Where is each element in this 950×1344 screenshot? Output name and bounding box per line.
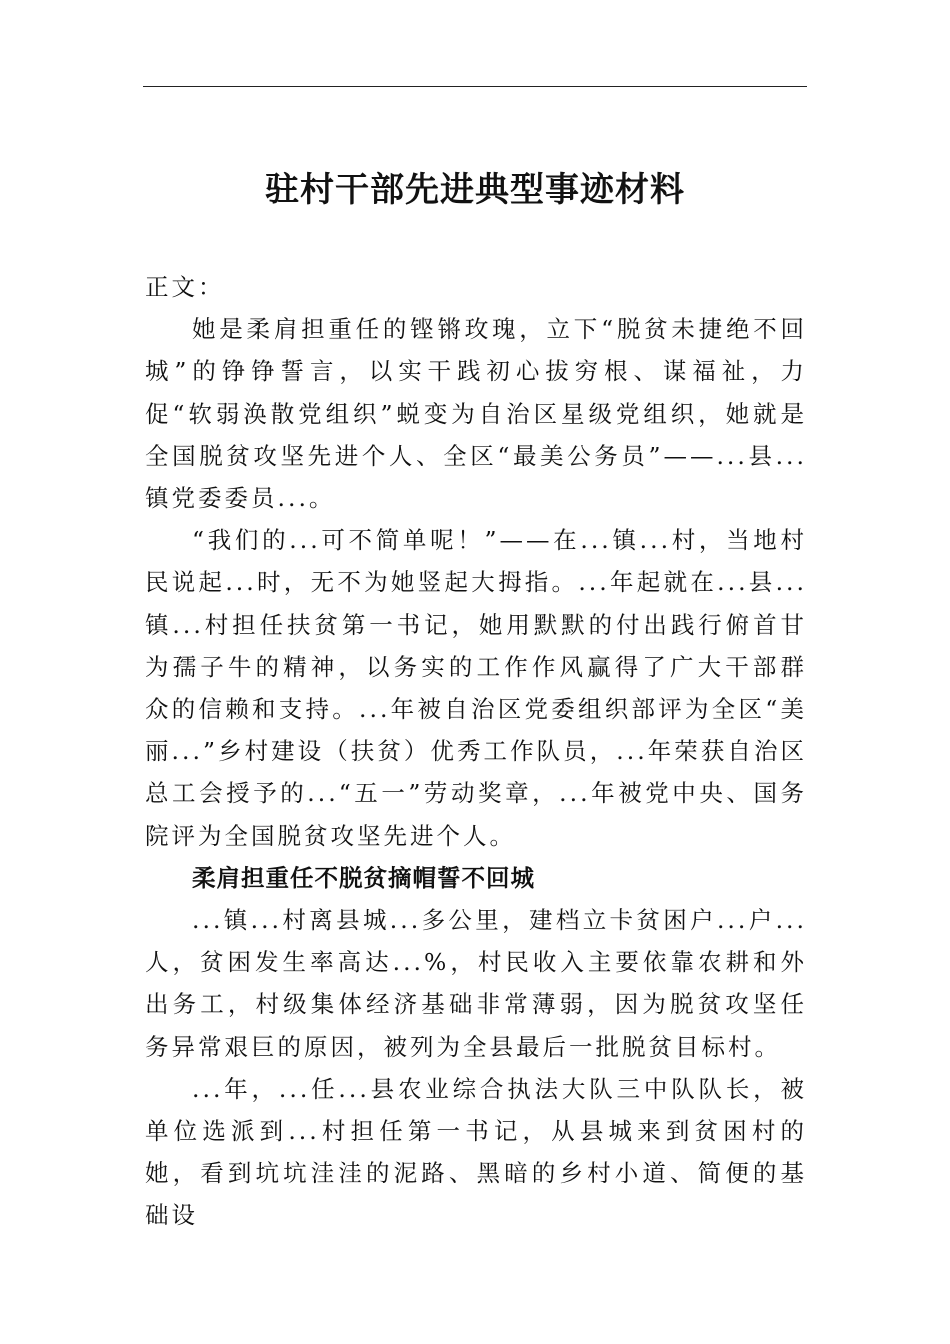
paragraph-village-info: ...镇...村离县城...多公里，建档立卡贫困户...户...人，贫困发生率高达...%，村民收入主要依靠农耕和外出务工，村级集体经济基础非常薄弱，因为脱贫攻坚任务异常艰巨的原因，被列为全县最后一批脱贫目标村。	[145, 906, 807, 1061]
document-title: 驻村干部先进典型事迹材料	[265, 170, 685, 210]
paragraph-assignment: ...年，...任...县农业综合执法大队三中队队长，被单位选派到...村担任第一书记，从县城来到贫困村的她，看到坑坑洼洼的泥路、黑暗的乡村小道、简便的基础设	[145, 1074, 807, 1230]
header-rule	[143, 86, 807, 87]
section-heading: 柔肩担重任不脱贫摘帽誓不回城	[192, 863, 535, 892]
document-body	[145, 266, 807, 1237]
body-label: 正文：	[145, 273, 225, 301]
paragraph-intro: 她是柔肩担重任的铿锵玫瑰，立下“脱贫未捷绝不回城”的铮铮誓言，以实干践初心拔穷根、谋福祉，力促“软弱涣散党组织”蜕变为自治区星级党组织，她就是全国脱贫攻坚先进个人、全区“最美公务员”——...县...镇党委委员...。	[145, 315, 807, 513]
paragraph-villagers: “我们的...可不简单呢！”——在...镇...村，当地村民说起...时，无不为她竖起大拇指。...年起就在...县...镇...村担任扶贫第一书记，她用默默的付出践行俯首甘为孺子牛的精神，以务实的工作作风赢得了广大干部群众的信赖和支持。...年被自治区党委组织部评为全区“美丽...”乡村建设（扶贫）优秀工作队员，...年荣获自治区总工会授予的...“五一”劳动奖章，...年被党中央、国务院评为全国脱贫攻坚先进个人。	[145, 526, 807, 850]
